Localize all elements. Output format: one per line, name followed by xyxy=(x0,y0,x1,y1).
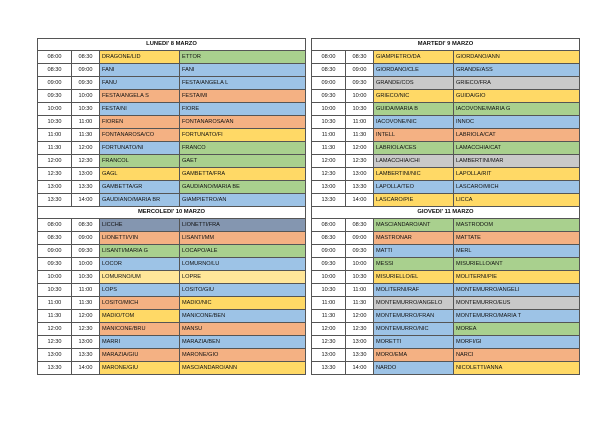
student-cell-b: FESTA/ANGELA L xyxy=(180,77,306,90)
start-time-cell: 08:30 xyxy=(38,232,72,245)
end-time-cell: 10:00 xyxy=(72,258,100,271)
start-time-cell: 11:00 xyxy=(312,297,346,310)
table-row xyxy=(312,271,580,284)
table-row xyxy=(312,219,580,232)
end-time-cell: 11:30 xyxy=(346,297,374,310)
student-cell-b: LOCAPO/ALE xyxy=(180,245,306,258)
student-cell-a: MARONE/GIU xyxy=(100,362,180,375)
student-cell-b: ETTOR xyxy=(180,51,306,64)
start-time-cell: 12:30 xyxy=(312,168,346,181)
table-row xyxy=(312,336,580,349)
student-cell-b: GAMBETTA/FRA xyxy=(180,168,306,181)
student-cell-b: MANICONE/BEN xyxy=(180,310,306,323)
student-cell-b: GAUDIANO/MARIA BE xyxy=(180,181,306,194)
table-row xyxy=(312,155,580,168)
schedule-table-wednesday xyxy=(37,206,306,375)
student-cell-a: MADIO/TOM xyxy=(100,310,180,323)
student-cell-a: LAMBERTINI/NIC xyxy=(374,168,454,181)
table-row xyxy=(312,64,580,77)
end-time-cell: 11:30 xyxy=(72,129,100,142)
start-time-cell: 13:00 xyxy=(312,181,346,194)
student-cell-b: MANSU xyxy=(180,323,306,336)
student-cell-a: GRANDE/COS xyxy=(374,77,454,90)
start-time-cell: 10:30 xyxy=(312,116,346,129)
end-time-cell: 09:00 xyxy=(346,232,374,245)
end-time-cell: 09:00 xyxy=(346,64,374,77)
student-cell-b: MASCIANDARO/ANN xyxy=(180,362,306,375)
table-row xyxy=(38,51,306,64)
start-time-cell: 13:00 xyxy=(38,181,72,194)
end-time-cell: 09:30 xyxy=(72,245,100,258)
table-row xyxy=(38,77,306,90)
end-time-cell: 11:30 xyxy=(72,297,100,310)
end-time-cell: 08:30 xyxy=(346,51,374,64)
student-cell-a: IACOVONE/NIC xyxy=(374,116,454,129)
start-time-cell: 12:00 xyxy=(312,155,346,168)
student-cell-b: FANI xyxy=(180,64,306,77)
end-time-cell: 12:00 xyxy=(346,142,374,155)
end-time-cell: 09:00 xyxy=(72,232,100,245)
start-time-cell: 13:30 xyxy=(312,194,346,207)
table-row xyxy=(38,155,306,168)
student-cell-a: LOPS xyxy=(100,284,180,297)
start-time-cell: 09:30 xyxy=(312,258,346,271)
student-cell-a: LASCARO/PIE xyxy=(374,194,454,207)
start-time-cell: 09:30 xyxy=(38,90,72,103)
day-title: MARTEDI' 9 MARZO xyxy=(312,39,580,51)
student-cell-a: LOCOR xyxy=(100,258,180,271)
end-time-cell: 09:00 xyxy=(72,64,100,77)
start-time-cell: 09:00 xyxy=(312,77,346,90)
student-cell-b: MOLITERNI/PIE xyxy=(454,271,580,284)
table-row xyxy=(38,90,306,103)
student-cell-b: MASTRODOM xyxy=(454,219,580,232)
table-row xyxy=(312,90,580,103)
student-cell-b: MISURIELLO/ANT xyxy=(454,258,580,271)
schedule-table-thursday xyxy=(311,206,580,375)
student-cell-a: GRIECO/NIC xyxy=(374,90,454,103)
student-cell-a: MORETTI xyxy=(374,336,454,349)
end-time-cell: 13:30 xyxy=(72,349,100,362)
student-cell-b: FORTUNATO/FI xyxy=(180,129,306,142)
end-time-cell: 09:30 xyxy=(346,77,374,90)
student-cell-a: GUIDA/MARIA B xyxy=(374,103,454,116)
end-time-cell: 14:00 xyxy=(346,194,374,207)
start-time-cell: 12:00 xyxy=(312,323,346,336)
table-row xyxy=(38,284,306,297)
end-time-cell: 12:30 xyxy=(346,155,374,168)
start-time-cell: 11:30 xyxy=(312,142,346,155)
end-time-cell: 10:00 xyxy=(72,90,100,103)
start-time-cell: 13:30 xyxy=(312,362,346,375)
end-time-cell: 10:30 xyxy=(346,103,374,116)
student-cell-a: MARAZIA/GIU xyxy=(100,349,180,362)
start-time-cell: 09:00 xyxy=(312,245,346,258)
student-cell-b: GRANDE/ASS xyxy=(454,64,580,77)
student-cell-b: MARONE/GIO xyxy=(180,349,306,362)
student-cell-b: MONTEMURRO/EUS xyxy=(454,297,580,310)
student-cell-b: NICOLETTI/ANNA xyxy=(454,362,580,375)
start-time-cell: 10:30 xyxy=(312,284,346,297)
end-time-cell: 13:00 xyxy=(72,336,100,349)
start-time-cell: 11:00 xyxy=(38,297,72,310)
student-cell-b: LICCA xyxy=(454,194,580,207)
start-time-cell: 08:30 xyxy=(38,64,72,77)
student-cell-b: FRANCO xyxy=(180,142,306,155)
day-title: LUNEDI' 8 MARZO xyxy=(38,39,306,51)
student-cell-a: MESSI xyxy=(374,258,454,271)
table-row xyxy=(312,245,580,258)
student-cell-a: GAMBETTA/GR xyxy=(100,181,180,194)
start-time-cell: 11:00 xyxy=(312,129,346,142)
student-cell-b: LOMURNO/LU xyxy=(180,258,306,271)
start-time-cell: 10:00 xyxy=(38,103,72,116)
student-cell-b: GUIDA/GIO xyxy=(454,90,580,103)
day-header-row xyxy=(312,39,580,51)
student-cell-b: NARCI xyxy=(454,349,580,362)
table-row xyxy=(38,103,306,116)
end-time-cell: 11:00 xyxy=(346,284,374,297)
table-row xyxy=(312,194,580,207)
student-cell-b: FONTANAROSA/AN xyxy=(180,116,306,129)
start-time-cell: 09:00 xyxy=(38,77,72,90)
start-time-cell: 08:00 xyxy=(312,51,346,64)
student-cell-b: LAPOLLA/RIT xyxy=(454,168,580,181)
student-cell-b: MONTEMURRO/MARIA T xyxy=(454,310,580,323)
end-time-cell: 13:30 xyxy=(346,181,374,194)
student-cell-b: LAMBERTINI/MAR xyxy=(454,155,580,168)
end-time-cell: 12:30 xyxy=(346,323,374,336)
end-time-cell: 12:00 xyxy=(72,142,100,155)
end-time-cell: 12:30 xyxy=(72,155,100,168)
table-row xyxy=(312,362,580,375)
student-cell-b: MOREA xyxy=(454,323,580,336)
table-row xyxy=(312,258,580,271)
table-row xyxy=(312,77,580,90)
student-cell-a: MANICONE/BRU xyxy=(100,323,180,336)
student-cell-b: MONTEMURRO/ANGELI xyxy=(454,284,580,297)
table-row xyxy=(38,232,306,245)
student-cell-a: MORO/EMA xyxy=(374,349,454,362)
end-time-cell: 09:30 xyxy=(72,77,100,90)
start-time-cell: 10:00 xyxy=(312,103,346,116)
student-cell-a: LOSITO/MICH xyxy=(100,297,180,310)
student-cell-a: MONTEMURRO/NIC xyxy=(374,323,454,336)
table-row xyxy=(38,323,306,336)
table-row xyxy=(38,336,306,349)
end-time-cell: 11:00 xyxy=(72,284,100,297)
table-row xyxy=(38,168,306,181)
table-row xyxy=(38,64,306,77)
end-time-cell: 10:30 xyxy=(346,271,374,284)
end-time-cell: 12:00 xyxy=(72,310,100,323)
student-cell-b: IACOVONE/MARIA G xyxy=(454,103,580,116)
end-time-cell: 13:00 xyxy=(72,168,100,181)
end-time-cell: 10:00 xyxy=(346,90,374,103)
end-time-cell: 10:30 xyxy=(72,271,100,284)
start-time-cell: 12:00 xyxy=(38,155,72,168)
start-time-cell: 10:00 xyxy=(38,271,72,284)
student-cell-a: FIOREN xyxy=(100,116,180,129)
end-time-cell: 10:30 xyxy=(72,103,100,116)
start-time-cell: 11:30 xyxy=(312,310,346,323)
table-row xyxy=(38,362,306,375)
student-cell-b: GRIECO/FRA xyxy=(454,77,580,90)
student-cell-b: GIAMPIETRO/AN xyxy=(180,194,306,207)
start-time-cell: 09:30 xyxy=(38,258,72,271)
student-cell-a: FRANCOL xyxy=(100,155,180,168)
student-cell-a: LAPOLLA/TEO xyxy=(374,181,454,194)
table-row xyxy=(312,51,580,64)
start-time-cell: 10:30 xyxy=(38,284,72,297)
student-cell-b: MORFI/GI xyxy=(454,336,580,349)
start-time-cell: 11:30 xyxy=(38,310,72,323)
table-row xyxy=(38,219,306,232)
start-time-cell: 11:00 xyxy=(38,129,72,142)
start-time-cell: 11:30 xyxy=(38,142,72,155)
table-row xyxy=(312,181,580,194)
day-header-row xyxy=(312,207,580,219)
student-cell-a: MASTRONAR xyxy=(374,232,454,245)
table-row xyxy=(312,129,580,142)
end-time-cell: 10:00 xyxy=(346,258,374,271)
table-row xyxy=(312,142,580,155)
start-time-cell: 13:00 xyxy=(38,349,72,362)
student-cell-b: FIORE xyxy=(180,103,306,116)
schedule-table-monday xyxy=(37,38,306,207)
start-time-cell: 09:00 xyxy=(38,245,72,258)
student-cell-a: INTELL xyxy=(374,129,454,142)
table-row xyxy=(38,129,306,142)
student-cell-a: LIONETTI/VIN xyxy=(100,232,180,245)
student-cell-a: FORTUNATO/NI xyxy=(100,142,180,155)
end-time-cell: 13:00 xyxy=(346,168,374,181)
end-time-cell: 08:30 xyxy=(346,219,374,232)
student-cell-b: MATTATE xyxy=(454,232,580,245)
student-cell-b: GIORDANO/ANN xyxy=(454,51,580,64)
end-time-cell: 14:00 xyxy=(72,194,100,207)
end-time-cell: 13:00 xyxy=(346,336,374,349)
start-time-cell: 10:30 xyxy=(38,116,72,129)
end-time-cell: 13:30 xyxy=(346,349,374,362)
student-cell-b: MARAZIA/BEN xyxy=(180,336,306,349)
student-cell-a: FESTA/NI xyxy=(100,103,180,116)
day-header-row xyxy=(38,39,306,51)
table-row xyxy=(312,297,580,310)
start-time-cell: 12:30 xyxy=(312,336,346,349)
day-header-row xyxy=(38,207,306,219)
start-time-cell: 08:00 xyxy=(38,51,72,64)
student-cell-a: MASCIANDARO/ANT xyxy=(374,219,454,232)
table-row xyxy=(38,258,306,271)
table-row xyxy=(38,245,306,258)
start-time-cell: 08:00 xyxy=(312,219,346,232)
student-cell-a: MISURIELLO/EL xyxy=(374,271,454,284)
student-cell-a: FESTA/ANGELA S xyxy=(100,90,180,103)
start-time-cell: 09:30 xyxy=(312,90,346,103)
student-cell-b: LASCARO/MICH xyxy=(454,181,580,194)
start-time-cell: 13:30 xyxy=(38,194,72,207)
start-time-cell: 13:00 xyxy=(312,349,346,362)
student-cell-a: FANI xyxy=(100,64,180,77)
student-cell-b: LIONETTI/FRA xyxy=(180,219,306,232)
table-row xyxy=(38,142,306,155)
table-row xyxy=(312,232,580,245)
table-row xyxy=(312,323,580,336)
student-cell-b: LOPRE xyxy=(180,271,306,284)
table-row xyxy=(38,194,306,207)
student-cell-a: GIAMPIETRO/DA xyxy=(374,51,454,64)
start-time-cell: 08:00 xyxy=(38,219,72,232)
start-time-cell: 13:30 xyxy=(38,362,72,375)
schedule-table-tuesday xyxy=(311,38,580,207)
day-title: MERCOLEDI' 10 MARZO xyxy=(38,207,306,219)
end-time-cell: 08:30 xyxy=(72,51,100,64)
table-row xyxy=(38,349,306,362)
table-row xyxy=(312,284,580,297)
student-cell-a: LAMACCHIA/CHI xyxy=(374,155,454,168)
student-cell-a: GIORDANO/CLE xyxy=(374,64,454,77)
student-cell-b: GAET xyxy=(180,155,306,168)
student-cell-a: MARRI xyxy=(100,336,180,349)
start-time-cell: 08:30 xyxy=(312,232,346,245)
start-time-cell: 12:30 xyxy=(38,336,72,349)
table-row xyxy=(38,310,306,323)
day-title: GIOVEDI' 11 MARZO xyxy=(312,207,580,219)
student-cell-a: MATTI xyxy=(374,245,454,258)
end-time-cell: 13:30 xyxy=(72,181,100,194)
student-cell-a: GAGL xyxy=(100,168,180,181)
end-time-cell: 12:00 xyxy=(346,310,374,323)
table-row xyxy=(38,271,306,284)
end-time-cell: 11:30 xyxy=(346,129,374,142)
table-row xyxy=(38,297,306,310)
end-time-cell: 09:30 xyxy=(346,245,374,258)
student-cell-b: LABRIOLA/CAT xyxy=(454,129,580,142)
student-cell-b: LOSITO/GIU xyxy=(180,284,306,297)
student-cell-a: FANU xyxy=(100,77,180,90)
end-time-cell: 12:30 xyxy=(72,323,100,336)
end-time-cell: 11:00 xyxy=(72,116,100,129)
table-row xyxy=(38,181,306,194)
student-cell-a: LOMURNO/UM xyxy=(100,271,180,284)
table-row xyxy=(312,349,580,362)
end-time-cell: 14:00 xyxy=(72,362,100,375)
student-cell-a: MOLITERNI/RAF xyxy=(374,284,454,297)
table-row xyxy=(312,310,580,323)
student-cell-b: MADIO/NIC xyxy=(180,297,306,310)
student-cell-b: LAMACCHIA/CAT xyxy=(454,142,580,155)
end-time-cell: 08:30 xyxy=(72,219,100,232)
start-time-cell: 10:00 xyxy=(312,271,346,284)
table-row xyxy=(312,103,580,116)
table-row xyxy=(38,116,306,129)
student-cell-a: FONTANAROSA/CO xyxy=(100,129,180,142)
student-cell-a: NARDO xyxy=(374,362,454,375)
student-cell-b: INNOC xyxy=(454,116,580,129)
student-cell-a: MONTEMURRO/FRAN xyxy=(374,310,454,323)
student-cell-b: FESTA/MI xyxy=(180,90,306,103)
student-cell-b: LISANTI/MM xyxy=(180,232,306,245)
table-row xyxy=(312,116,580,129)
student-cell-a: LISANTI/MARIA G xyxy=(100,245,180,258)
student-cell-a: DRAGONE/LID xyxy=(100,51,180,64)
student-cell-a: MONTEMURRO/ANGELO xyxy=(374,297,454,310)
student-cell-a: LICCHE xyxy=(100,219,180,232)
student-cell-a: GAUDIANO/MARIA BR xyxy=(100,194,180,207)
start-time-cell: 12:00 xyxy=(38,323,72,336)
start-time-cell: 12:30 xyxy=(38,168,72,181)
student-cell-a: LABRIOLA/CES xyxy=(374,142,454,155)
student-cell-b: MERL xyxy=(454,245,580,258)
end-time-cell: 11:00 xyxy=(346,116,374,129)
table-row xyxy=(312,168,580,181)
start-time-cell: 08:30 xyxy=(312,64,346,77)
end-time-cell: 14:00 xyxy=(346,362,374,375)
